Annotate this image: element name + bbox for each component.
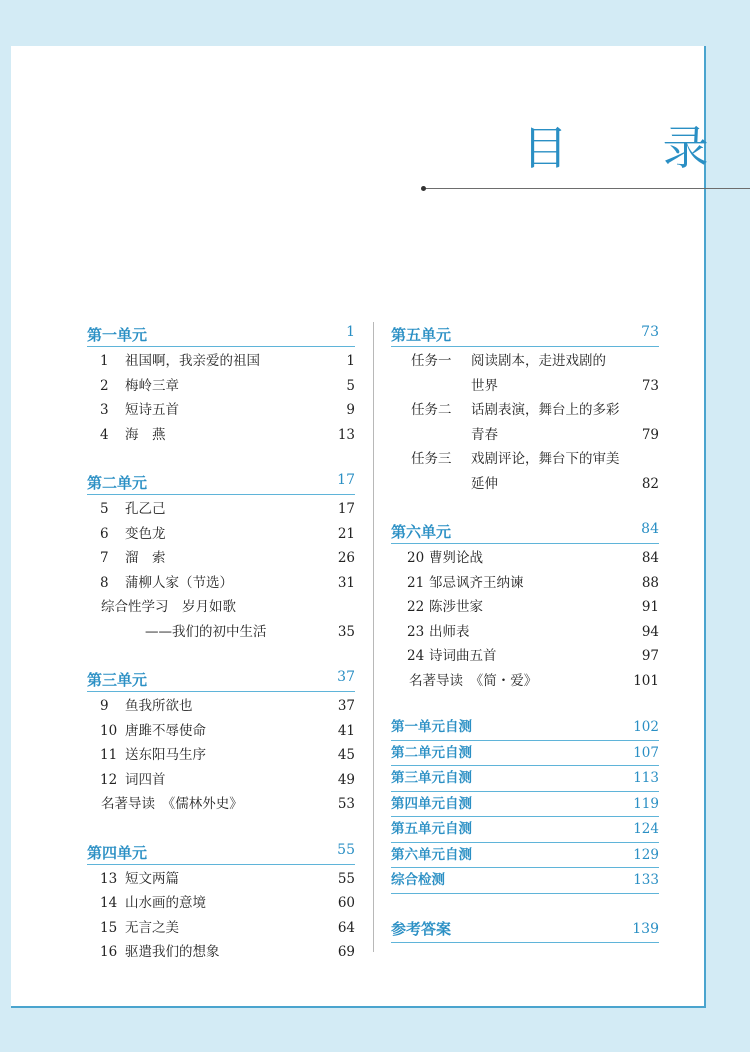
- toc-entry[interactable]: [87, 891, 355, 916]
- entry-title: 溜 索: [125, 550, 166, 566]
- entry-page: 21: [337, 525, 355, 542]
- entry-page: 91: [641, 599, 659, 615]
- unit-title: 第二单元: [87, 474, 148, 492]
- toc-entry[interactable]: [87, 522, 355, 547]
- unit-page: 84: [641, 521, 659, 537]
- unit-heading-4[interactable]: [87, 838, 355, 865]
- self-test-4[interactable]: [391, 792, 659, 818]
- page-title: 目 录: [522, 121, 749, 175]
- entry-number: 21: [407, 574, 425, 591]
- entry-number: 24: [407, 648, 425, 664]
- toc-entry-comprehensive[interactable]: [87, 595, 355, 620]
- entry-number: 9: [100, 698, 109, 714]
- entry-title: 名著导读 《简・爱》: [409, 672, 538, 689]
- test-page: 129: [633, 846, 659, 863]
- entry-page: 17: [337, 501, 355, 517]
- entry-title: 梅岭三章: [125, 377, 179, 394]
- entry-title: 鱼我所欲也: [125, 698, 193, 714]
- toc-entry-reading[interactable]: [391, 669, 659, 694]
- toc-entry[interactable]: [87, 398, 355, 423]
- toc-entry[interactable]: [87, 349, 355, 374]
- entry-title: 山水画的意境: [125, 895, 206, 911]
- test-page: 119: [633, 795, 659, 812]
- entry-title: 唐雎不辱使命: [125, 722, 206, 739]
- entry-number: 7: [100, 550, 109, 566]
- self-test-6[interactable]: [391, 843, 659, 869]
- toc-task-cont[interactable]: [391, 472, 659, 497]
- entry-title: 变色龙: [125, 525, 166, 542]
- entry-number: 15: [100, 919, 118, 936]
- entry-title: 邹忌讽齐王纳谏: [429, 574, 524, 591]
- unit-page: 55: [337, 841, 355, 858]
- entry-page: 101: [633, 672, 659, 689]
- entry-page: 53: [337, 796, 355, 812]
- toc-entry[interactable]: [391, 595, 659, 620]
- test-title: 第一单元自测: [391, 719, 472, 735]
- entry-number: 10: [100, 722, 118, 739]
- entry-number: 12: [100, 771, 118, 788]
- unit-heading-2[interactable]: [87, 468, 355, 495]
- answer-title: 参考答案: [391, 919, 452, 938]
- toc-entry[interactable]: [391, 644, 659, 669]
- entry-page: 31: [337, 574, 355, 591]
- toc-entry[interactable]: [87, 694, 355, 719]
- self-test-3[interactable]: [391, 766, 659, 792]
- column-divider: [373, 322, 374, 952]
- entry-page: 97: [641, 648, 659, 664]
- toc-entry[interactable]: [87, 497, 355, 522]
- entry-page: 82: [641, 475, 659, 492]
- unit-title: 第六单元: [391, 523, 452, 541]
- test-page: 133: [633, 872, 659, 888]
- toc-entry[interactable]: [391, 571, 659, 596]
- entry-title: 曹刿论战: [429, 550, 483, 566]
- entry-number: 8: [100, 574, 109, 591]
- entry-title: 出师表: [429, 623, 470, 640]
- toc-entry-comprehensive-sub[interactable]: [87, 620, 355, 645]
- entry-page: 64: [337, 919, 355, 936]
- entry-title: 无言之美: [125, 919, 179, 936]
- entry-number: 20: [407, 550, 425, 566]
- unit-heading-3[interactable]: [87, 665, 355, 692]
- toc-entry[interactable]: [87, 546, 355, 571]
- test-title: 综合检测: [391, 872, 445, 888]
- toc-entry[interactable]: [87, 374, 355, 399]
- entry-title: 短诗五首: [125, 402, 179, 418]
- self-test-1[interactable]: [391, 715, 659, 741]
- entry-number: 16: [100, 944, 118, 960]
- unit-title: 第三单元: [87, 671, 148, 689]
- entry-page: 1: [346, 353, 355, 369]
- toc-entry-reading[interactable]: [87, 792, 355, 817]
- entry-number: 6: [100, 525, 109, 542]
- entry-number: 1: [100, 353, 109, 369]
- self-test-5[interactable]: [391, 817, 659, 843]
- entry-title: 驱遣我们的想象: [125, 944, 220, 960]
- toc-entry[interactable]: [87, 719, 355, 744]
- task-title-cont: 世界: [471, 377, 498, 394]
- entry-page: 37: [337, 698, 355, 714]
- entry-page: 73: [641, 377, 659, 394]
- toc-right-column: [391, 320, 659, 943]
- self-test-2[interactable]: [391, 741, 659, 767]
- entry-page: 88: [641, 574, 659, 591]
- title-underline: [424, 188, 750, 189]
- entry-title: 短文两篇: [125, 870, 179, 887]
- entry-page: 13: [337, 426, 355, 443]
- entry-page: 35: [337, 623, 355, 640]
- toc-left-column: [87, 320, 355, 965]
- entry-number: 14: [100, 895, 118, 911]
- entry-page: 55: [337, 870, 355, 887]
- toc-task-cont[interactable]: [391, 374, 659, 399]
- entry-page: 49: [337, 771, 355, 788]
- toc-entry[interactable]: [87, 743, 355, 768]
- entry-page: 94: [641, 623, 659, 640]
- toc-task[interactable]: [391, 349, 659, 374]
- test-page: 124: [633, 821, 659, 837]
- task-label: 任务一: [411, 353, 452, 369]
- entry-number: 4: [100, 426, 109, 443]
- entry-page: 41: [337, 722, 355, 739]
- test-title: 第六单元自测: [391, 846, 472, 863]
- comprehensive-test[interactable]: [391, 868, 659, 894]
- entry-page: 26: [337, 550, 355, 566]
- entry-title: 海 燕: [125, 426, 166, 443]
- test-title: 第二单元自测: [391, 744, 472, 761]
- frame-right-rule: [704, 46, 706, 1008]
- entry-page: 9: [346, 402, 355, 418]
- answer-key-entry[interactable]: [391, 916, 659, 943]
- unit-page: 73: [641, 324, 659, 340]
- task-title: 戏剧评论，舞台下的审美: [471, 451, 620, 467]
- entry-title: 综合性学习 岁月如歌: [101, 599, 236, 615]
- task-title-cont: 青春: [471, 426, 498, 443]
- task-label: 任务三: [411, 451, 452, 467]
- unit-title: 第四单元: [87, 843, 148, 862]
- entry-number: 5: [100, 501, 109, 517]
- entry-title: 词四首: [125, 771, 166, 788]
- entry-page: 45: [337, 747, 355, 763]
- entry-page: 84: [641, 550, 659, 566]
- test-page: 113: [633, 770, 659, 786]
- entry-number: 11: [100, 747, 118, 763]
- entry-number: 2: [100, 377, 109, 394]
- entry-title: 送东阳马生序: [125, 747, 206, 763]
- unit-heading-1[interactable]: [87, 320, 355, 347]
- entry-number: 3: [100, 402, 109, 418]
- toc-entry[interactable]: [391, 546, 659, 571]
- unit-heading-5[interactable]: [391, 320, 659, 347]
- entry-title: 陈涉世家: [429, 599, 483, 615]
- unit-page: 37: [337, 669, 355, 685]
- toc-task[interactable]: [391, 398, 659, 423]
- entry-page: 60: [337, 895, 355, 911]
- test-title: 第三单元自测: [391, 770, 472, 786]
- unit-page: 1: [346, 324, 355, 340]
- task-title: 阅读剧本，走进戏剧的: [471, 353, 606, 369]
- unit-title: 第五单元: [391, 326, 452, 344]
- entry-page: 79: [641, 426, 659, 443]
- entry-title: 名著导读 《儒林外史》: [101, 796, 243, 812]
- toc-entry[interactable]: [87, 940, 355, 965]
- entry-subtitle: ——我们的初中生活: [145, 623, 267, 640]
- entry-page: 5: [346, 377, 355, 394]
- entry-page: 69: [337, 944, 355, 960]
- toc-entry[interactable]: [87, 867, 355, 892]
- test-title: 第五单元自测: [391, 821, 472, 837]
- toc-entry[interactable]: [87, 423, 355, 448]
- unit-page: 17: [337, 472, 355, 488]
- toc-entry[interactable]: [391, 620, 659, 645]
- toc-task-cont[interactable]: [391, 423, 659, 448]
- entry-title: 祖国啊，我亲爱的祖国: [125, 353, 260, 369]
- title-dot: [421, 186, 426, 191]
- toc-entry[interactable]: [87, 571, 355, 596]
- task-title-cont: 延伸: [471, 475, 498, 492]
- test-title: 第四单元自测: [391, 795, 472, 812]
- entry-number: 23: [407, 623, 425, 640]
- answer-page: 139: [632, 920, 659, 937]
- toc-entry[interactable]: [87, 916, 355, 941]
- unit-title: 第一单元: [87, 326, 148, 344]
- entry-number: 13: [100, 870, 118, 887]
- toc-entry[interactable]: [87, 768, 355, 793]
- unit-heading-6[interactable]: [391, 517, 659, 544]
- toc-task[interactable]: [391, 447, 659, 472]
- task-label: 任务二: [411, 402, 452, 418]
- entry-title: 蒲柳人家（节选）: [125, 574, 233, 591]
- frame-bottom-rule: [11, 1006, 706, 1008]
- task-title: 话剧表演，舞台上的多彩: [471, 402, 620, 418]
- test-page: 107: [633, 744, 659, 761]
- entry-title: 孔乙己: [125, 501, 166, 517]
- test-page: 102: [633, 719, 659, 735]
- entry-number: 22: [407, 599, 425, 615]
- entry-title: 诗词曲五首: [429, 648, 497, 664]
